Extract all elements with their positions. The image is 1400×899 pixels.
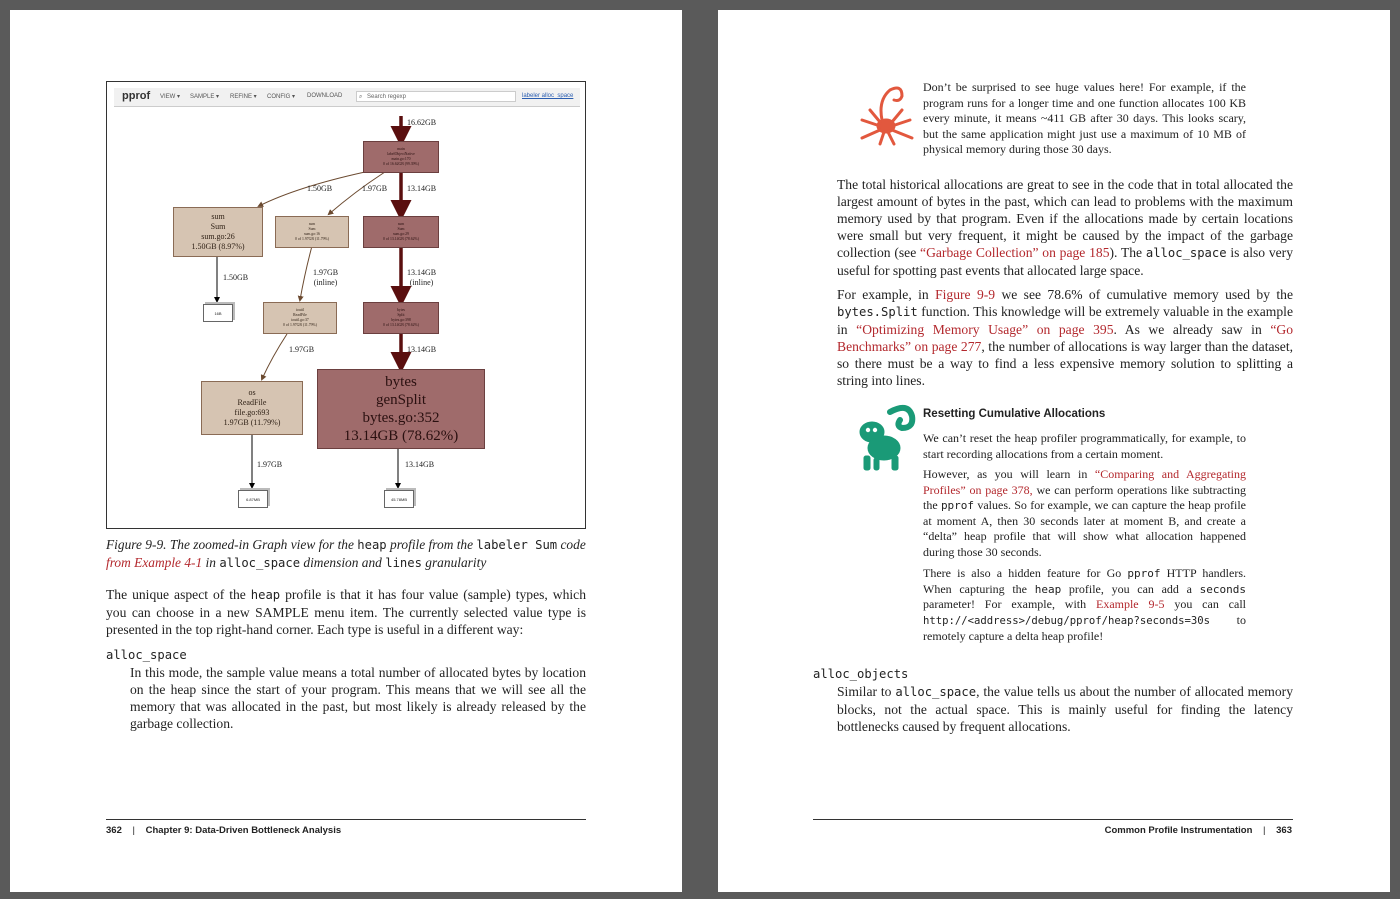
paragraph-historical-allocations: The total historical allocations are great to see in the code that in total allocated the largest amount of bytes in the past, which can lead to problems with the maximum memory used by that program. Even if the allocations made by certain locations were small but very frequent, it might be caused by the impact of the garbage collection (see “Garbage Collection” on page 185). The alloc_space is also very useful for spotting past events that allocated large space. (837, 177, 1293, 278)
scorpion-warning-icon (850, 80, 920, 148)
left-page (10, 10, 682, 892)
edge-label-top: 16.62GB (407, 118, 437, 127)
menu-refine[interactable]: REFINE ▾ (230, 94, 257, 100)
page-footer-left: 362 | Chapter 9: Data-Driven Bottleneck Analysis (106, 825, 342, 836)
optimizing-memory-link[interactable]: “Optimizing Memory Usage” on page 395 (856, 322, 1114, 337)
sink-6-87mb[interactable]: 6.87MB (238, 490, 268, 508)
garbage-collection-link[interactable]: “Garbage Collection” on page 185 (920, 245, 1110, 260)
note-paragraph-1: We can’t reset the heap profiler programmatically, for example, to start recording allocations from a certain moment. (923, 431, 1246, 461)
lemur-note-icon (850, 402, 920, 474)
menu-config[interactable]: CONFIG ▾ (267, 94, 296, 100)
sink-16b[interactable]: 16B (203, 304, 233, 322)
menu-download[interactable]: DOWNLOAD (307, 93, 343, 99)
warning-text: Don’t be surprised to see huge values here! For example, if the program runs for a longer time and one function allocates 100 KB every minute, it means ~411 GB after 30 days. This looks scary, but the same application might just use a maximum of 10 MB of physical memory during those 30 days. (923, 80, 1246, 157)
section-title: Common Profile Instrumentation (1104, 825, 1253, 836)
node-sum-left[interactable]: sum Sum sum.go:26 1.50GB (8.97%) (173, 207, 263, 257)
example-9-5-link[interactable]: Example 9-5 (1095, 597, 1165, 612)
note-paragraph-3: There is also a hidden feature for Go pprof HTTP handlers. When capturing the heap profile, you can add a seconds parameter! For example, with Example 9-5 you can call http://<address>/debug/pprof/heap?seconds=30s to remotely capture a delta heap profile! (923, 566, 1246, 644)
sink-45-78mb[interactable]: 45.78MB (384, 490, 414, 508)
term-alloc-objects: alloc_objects (813, 667, 909, 681)
node-bytes-split[interactable]: bytes Split bytes.go:398 0 of 13.14GB (78.62%) (363, 302, 439, 334)
edge-label-inner: 13.14GB (407, 184, 437, 193)
definition-alloc-space: In this mode, the sample value means a total number of allocated bytes by location on the heap since the start of your program. This means that we will see all the memory that was allocated in the past, but most likely is already released by the garbage collection. (130, 665, 586, 731)
menu-view[interactable]: VIEW ▾ (160, 94, 181, 100)
edge-label-ioutil-os: 1.97GB (289, 345, 315, 354)
edge-ioutil-os (262, 334, 287, 379)
edge-summid-ioutil (300, 246, 312, 300)
edge-label-mid: 1.97GB (362, 184, 388, 193)
node-sum-right[interactable]: sum Sum sum.go:29 0 of 13.14GB (78.62%) (363, 216, 439, 248)
edge-label-gen-sink: 13.14GB (405, 460, 435, 469)
edge-label-outer: 1.50GB (307, 184, 333, 193)
edge-label-left-sink: 1.50GB (223, 273, 249, 282)
figure-pprof-screenshot (106, 81, 586, 529)
footer-rule (106, 819, 586, 820)
node-sum-mid[interactable]: sum Sum sum.go:16 0 of 1.97GB (11.79%) (275, 216, 349, 248)
node-ioutil[interactable]: ioutil ReadFile ioutil.go:37 0 of 1.97GB (11.79%) (263, 302, 337, 334)
paragraph-bytes-split: For example, in Figure 9-9 we see 78.6% of cumulative memory used by the bytes.Split function. This knowledge will be extremely valuable in the example in “Optimizing Memory Usage” on page 395. As we already saw in “Go Benchmarks” on page 277, the number of allocations is way larger than the dataset, so there must be a way to find a less expensive memory solution to splitting a string into lines. (837, 287, 1294, 388)
page-number-right: 363 (1276, 825, 1292, 836)
graph-edges (107, 82, 585, 528)
pprof-logo: pprof (122, 90, 151, 102)
search-placeholder: Search regexp (367, 94, 407, 100)
figure-9-9-link[interactable]: Figure 9-9 (935, 287, 996, 302)
search-icon: ⌕ (359, 94, 363, 100)
go-benchmarks-link[interactable]: “Go Benchmarks” on page 277 (837, 322, 1293, 354)
edge-label-mid-inline: 1.97GB (inline) (313, 268, 339, 287)
paragraph-heap-profile: The unique aspect of the heap profile is that it has four value (sample) types, which you can choose in a new SAMPLE menu item. The currently selected value type is presented in the top right-hand corner. Each type is useful in a different way: (106, 587, 586, 637)
edge-label-os-sink: 1.97GB (257, 460, 283, 469)
menu-sample[interactable]: SAMPLE ▾ (190, 94, 220, 100)
right-page (718, 10, 1390, 892)
footer-rule-right (813, 819, 1293, 820)
definition-alloc-objects: Similar to alloc_space, the value tells us about the number of allocated memory blocks, not the actual space. This is mainly useful for finding the latency bottlenecks caused by frequent allocations. (837, 684, 1293, 734)
sample-type-link[interactable]: labeler alloc_space (522, 93, 574, 99)
page-footer-right: Common Profile Instrumentation | 363 (1104, 825, 1292, 836)
edge-label-split-gen: 13.14GB (407, 345, 437, 354)
note-paragraph-2: However, as you will learn in “Comparing and Aggregating Profiles” on page 378, we can perform operations like subtracting the pprof values. So for example, we can capture the heap profile at moment A, then 30 seconds later at moment B, and create a “delta” heap profile that will show what allocation happened during those 30 seconds. (923, 467, 1247, 559)
node-main[interactable]: main labelObjectNative main.go:170 0 of 16.62GB (99.39%) (363, 141, 439, 173)
node-bytes-gensplit[interactable]: bytes genSplit bytes.go:352 13.14GB (78.62%) (317, 369, 485, 449)
note-title: Resetting Cumulative Allocations (923, 408, 1106, 420)
edge-label-right-inline: 13.14GB (inline) (407, 268, 437, 287)
example-4-1-link[interactable]: from Example 4-1 (106, 555, 203, 570)
page-number: 362 (106, 825, 122, 836)
figure-caption: Figure 9-9. The zoomed-in Graph view for the heap profile from the labeler Sum code from Example 4-1 in alloc_space dimension and lines granularity (106, 537, 586, 570)
chapter-title: Chapter 9: Data-Driven Bottleneck Analysis (145, 825, 342, 836)
node-os-readfile[interactable]: os ReadFile file.go:693 1.97GB (11.79%) (201, 381, 303, 435)
term-alloc-space: alloc_space (106, 648, 187, 662)
comparing-profiles-link[interactable]: “Comparing and Aggregating Profiles” on page 378, (923, 467, 1246, 497)
